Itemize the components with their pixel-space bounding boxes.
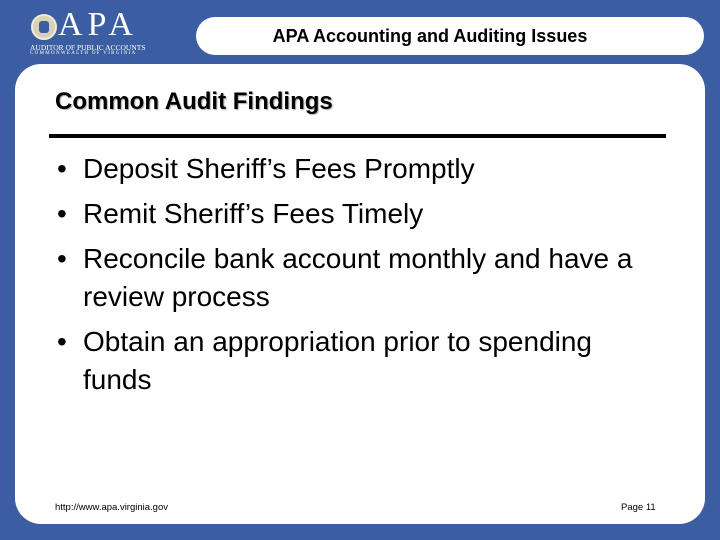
logo-subtitle-2: COMMONWEALTH OF VIRGINIA bbox=[30, 51, 137, 56]
logo-wordmark: APA bbox=[58, 6, 138, 43]
bullet-item: • Reconcile bank account monthly and have a review process bbox=[55, 240, 655, 316]
bullet-item: • Deposit Sheriff’s Fees Promptly bbox=[55, 150, 655, 188]
virginia-seal-icon bbox=[31, 14, 57, 40]
slide-title: Common Audit Findings bbox=[55, 88, 333, 115]
logo-subtitle: AUDITOR OF PUBLIC ACCOUNTS bbox=[30, 43, 146, 52]
header-banner bbox=[196, 17, 704, 55]
title-divider bbox=[49, 134, 666, 138]
page-number: Page 11 bbox=[621, 502, 656, 513]
footer-url: http://www.apa.virginia.gov bbox=[55, 502, 169, 513]
bullet-item: • Remit Sheriff’s Fees Timely bbox=[55, 195, 655, 233]
bullet-item: • Obtain an appropriation prior to spending funds bbox=[55, 323, 655, 399]
bullet-list bbox=[55, 150, 655, 406]
header-title: APA Accounting and Auditing Issues bbox=[272, 25, 588, 46]
